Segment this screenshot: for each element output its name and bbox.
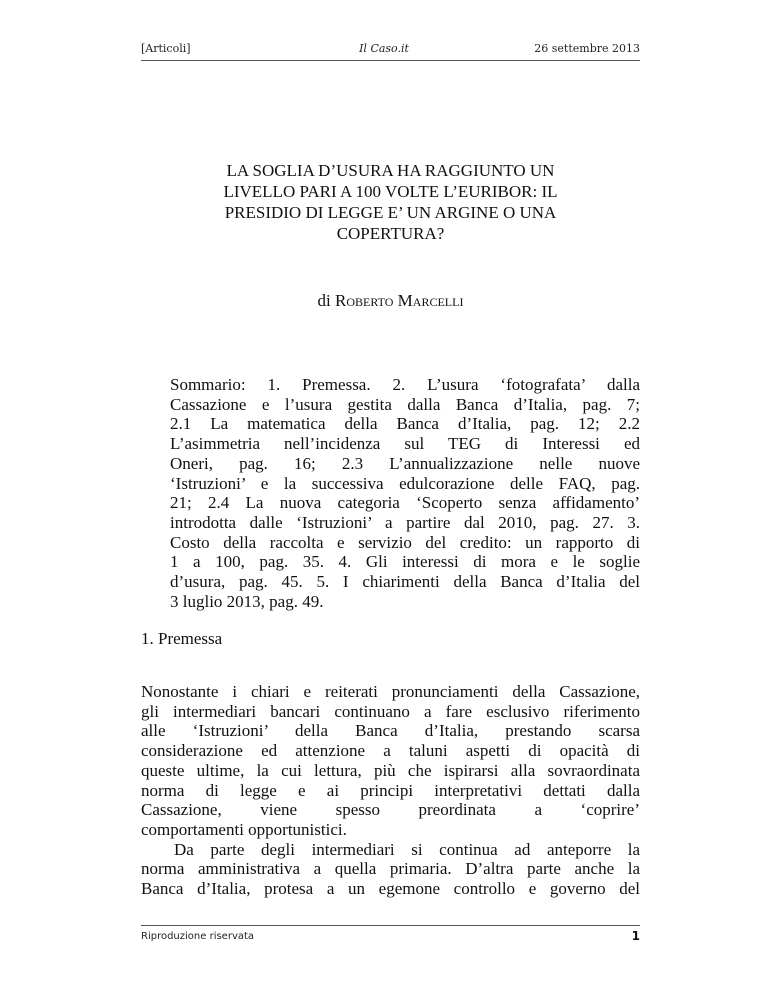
summary-line: ‘Istruzioni’ e la successiva edulcorazione delle FAQ, pag.	[170, 473, 640, 493]
header-journal-name: Il Caso.it	[359, 42, 409, 55]
body-line: norma amministrativa a quella primaria. D’altra parte anche la	[141, 859, 640, 879]
summary-line: 2.1 La matematica della Banca d’Italia, pag. 12; 2.2	[170, 414, 640, 434]
body-line: comportamenti opportunistici.	[141, 819, 347, 839]
article-title	[141, 160, 640, 244]
summary-line: Costo della raccolta e servizio del credito: un rapporto di	[170, 532, 640, 552]
body-paragraph	[141, 682, 640, 899]
summary-line: 21; 2.4 La nuova categoria ‘Scoperto senza affidamento’	[170, 493, 640, 513]
author-name: Roberto Marcelli	[335, 291, 464, 310]
body-line: Nonostante i chiari e reiterati pronunciamenti della Cassazione,	[141, 682, 640, 701]
summary-line: 3 luglio 2013, pag. 49.	[170, 591, 324, 611]
body-line: queste ultime, la cui lettura, più che ispirarsi alla sovraordinata	[141, 760, 640, 780]
body-line: Banca d’Italia, protesa a un egemone controllo e governo del	[141, 879, 640, 899]
header-section-label: [Articoli]	[141, 42, 191, 55]
title-line: COPERTURA?	[336, 224, 445, 243]
body-line: alle ‘Istruzioni’ della Banca d’Italia, prestando scarsa	[141, 721, 640, 741]
footer-copyright: Riproduzione riservata	[141, 931, 255, 942]
header-date: 26 settembre 2013	[534, 42, 640, 55]
body-line: norma di legge e ai principi interpretativi dettati dalla	[141, 780, 640, 800]
header-divider	[141, 60, 640, 61]
author-line	[141, 291, 640, 311]
footer-divider	[141, 925, 640, 926]
body-line: Da parte degli intermediari si continua ad anteporre la	[174, 839, 640, 859]
summary-line: L’asimmetria nell’incidenza sul TEG di Interessi ed	[170, 434, 640, 454]
body-line: Cassazione, viene spesso preordinata a ‘coprire’	[141, 800, 640, 820]
title-line: PRESIDIO DI LEGGE E’ UN ARGINE O UNA	[224, 203, 557, 222]
summary-line: Oneri, pag. 16; 2.3 L’annualizzazione nelle nuove	[170, 453, 640, 473]
summary-line: introdotta dalle ‘Istruzioni’ a partire dal 2010, pag. 27. 3.	[170, 512, 640, 532]
summary-line: Cassazione e l’usura gestita dalla Banca d’Italia, pag. 7;	[170, 394, 640, 414]
summary-line: d’usura, pag. 45. 5. I chiarimenti della Banca d’Italia del	[170, 572, 640, 592]
author-prefix: di	[317, 291, 331, 310]
body-line: gli intermediari bancari continuano a fare esclusivo riferimento	[141, 701, 640, 721]
summary-line: 1 a 100, pag. 35. 4. Gli interessi di mora e le soglie	[170, 552, 640, 572]
summary-line: Sommario: 1. Premessa. 2. L’usura ‘fotografata’ dalla	[170, 375, 640, 394]
title-line: LIVELLO PARI A 100 VOLTE L’EURIBOR: IL	[223, 182, 558, 201]
section-heading: 1. Premessa	[141, 629, 223, 648]
body-line: considerazione ed attenzione a taluni aspetti di opacità di	[141, 741, 640, 761]
page-number: 1	[631, 929, 640, 943]
summary-paragraph	[170, 375, 640, 611]
title-line: LA SOGLIA D’USURA HA RAGGIUNTO UN	[226, 161, 555, 180]
